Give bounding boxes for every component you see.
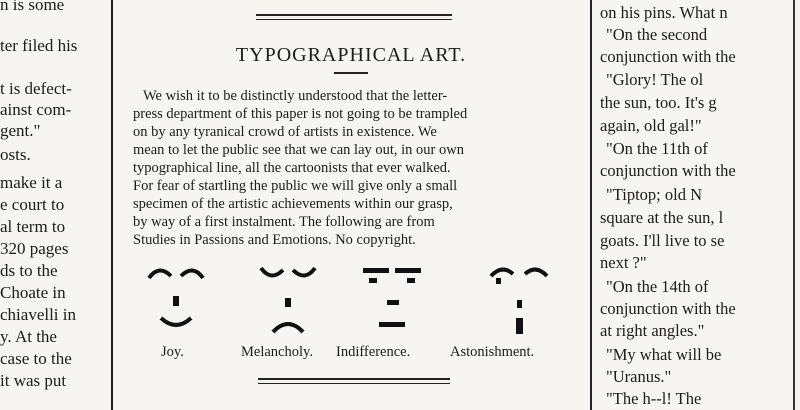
left-line: e court to [0,195,65,214]
right-line: at right angles." [600,321,705,340]
left-line: al term to [0,217,66,236]
right-line: the sun, too. It's g [600,93,717,112]
left-line: case to the [0,349,72,368]
right-line: "On the 14th of [606,277,709,296]
right-line: "The h--l! The [606,389,702,408]
column-rule-right [590,0,592,410]
left-line: n is some [0,0,65,14]
body-line: mean to let the public see that we can lay out, in our own [133,142,464,158]
right-line: "On the second [606,25,708,44]
double-rule-bottom [258,378,450,384]
right-line: next ?" [600,253,647,272]
right-line: conjunction with the [600,161,736,180]
body-line: by way of a first instalment. The following are from [133,214,435,230]
right-line: conjunction with the [600,47,736,66]
left-line: osts. [0,145,31,164]
double-rule-top [256,14,452,20]
right-line: on his pins. What n [600,3,728,22]
left-line: chiavelli in [0,305,77,324]
body-line: For fear of startling the public we will give only a small [133,178,458,194]
right-line: conjunction with the [600,299,736,318]
left-line: ter filed his [0,36,78,55]
right-line: again, old gal!" [600,116,702,135]
article-title: TYPOGRAPHICAL ART. [235,44,467,66]
short-rule [334,72,368,74]
right-line: "Glory! The ol [606,70,704,89]
body-line: typographical line, all the cartoonists that ever walked. [133,160,451,176]
left-line: ds to the [0,261,58,280]
right-line: square at the sun, l [600,208,724,227]
melancholy-face-icon [255,258,321,340]
body-line: specimen of the artistic achievements within our grasp, [133,196,453,212]
right-line: "Uranus." [606,367,672,386]
left-column [0,0,102,410]
right-line: goats. I'll live to se [600,231,725,250]
face-label-astonishment: Astonishment. [450,344,535,360]
joy-face-icon [145,258,207,340]
left-line: 320 pages [0,239,69,258]
typographical-art-article [113,0,589,410]
left-line: gent." [0,121,41,140]
body-line: press department of this paper is not going to be trampled [133,106,468,122]
body-line: Studies in Passions and Emotions. No copyright. [133,232,416,248]
right-column [598,0,800,410]
left-line: y. At the [0,327,57,346]
body-line: on by any tyranical crowd of artists in existence. We [133,124,437,140]
indifference-face-icon [359,258,425,340]
column-rule-far-right [793,0,795,410]
emotion-faces [113,258,589,368]
left-line: t is defect- [0,79,72,98]
right-line: "Tiptop; old N [606,185,702,204]
left-line: ainst com- [0,100,72,119]
astonishment-face-icon [487,258,551,340]
face-label-indifference: Indifference. [336,344,411,360]
face-label-joy: Joy. [161,344,184,360]
left-line: it was put [0,371,67,390]
left-line: Choate in [0,283,66,302]
body-line: We wish it to be distinctly understood that the letter- [143,88,448,104]
right-line: "My what will be [606,345,722,364]
right-line: "On the 11th of [606,139,708,158]
left-line: make it a [0,173,63,192]
face-label-melancholy: Melancholy. [241,344,313,360]
